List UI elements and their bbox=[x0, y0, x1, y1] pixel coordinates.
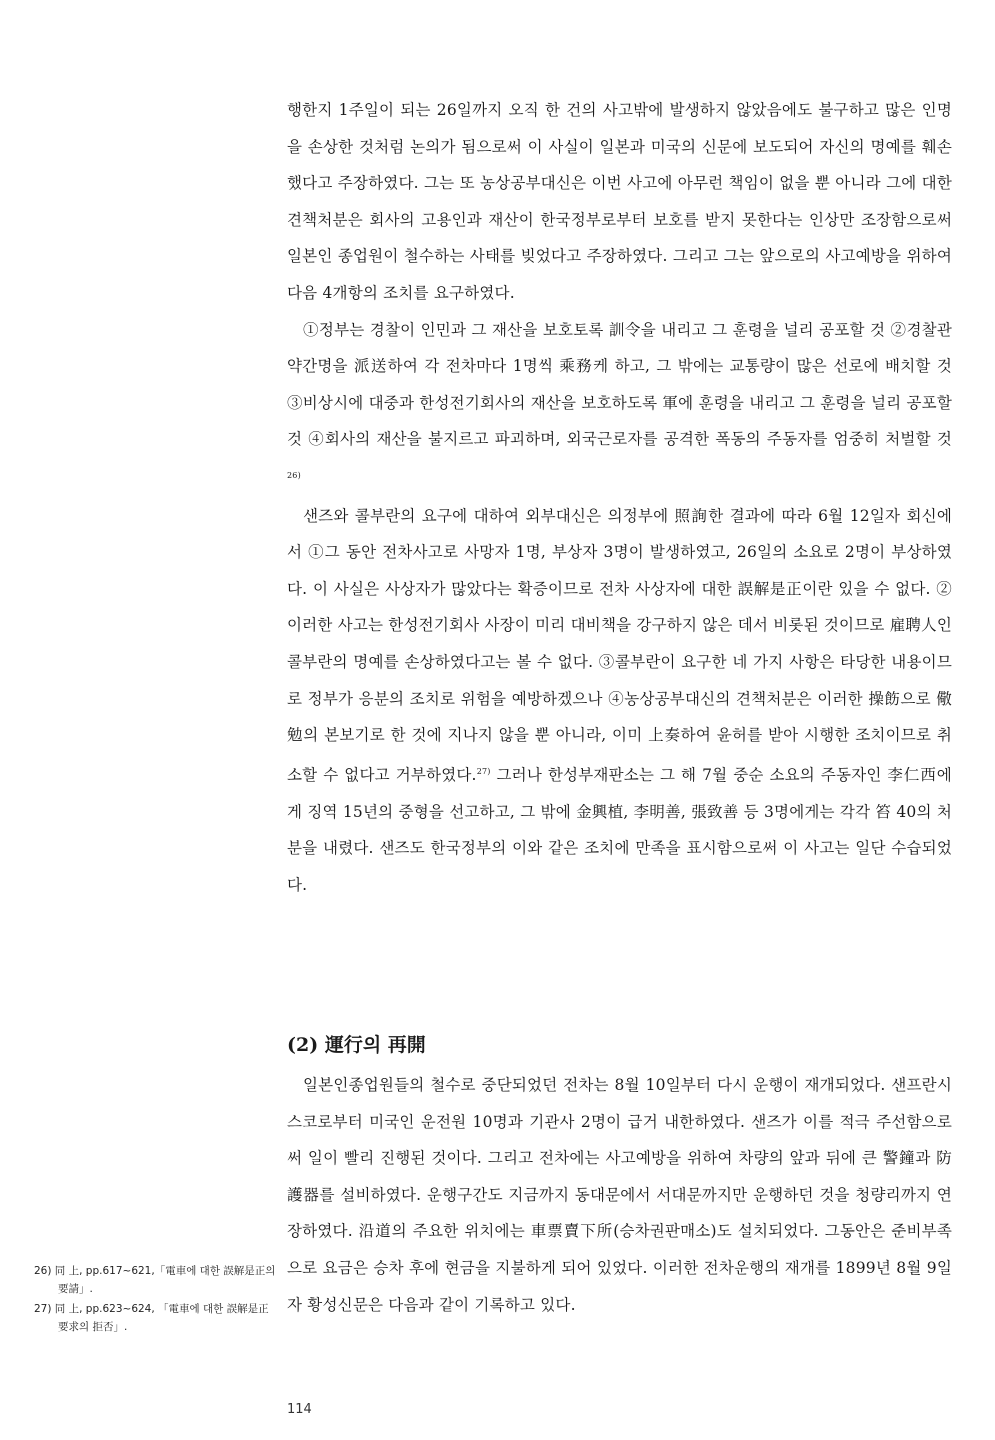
footnote-26: 26) 同 上, pp.617~621,「電車에 대한 誤解是正의 要請」. bbox=[34, 1265, 276, 1295]
paragraph-2-text: ①정부는 경찰이 인민과 그 재산을 보호토록 訓令을 내리고 그 훈령을 널리 공포할 것 ②경찰관 약간명을 派送하여 각 전차마다 1명씩 乘務케 하고, 그 밖에는 교통량이 많은 선로에 배치할 것 ③비상시에 대중과 한성전기회사의 재산을 보호하도록 軍에 훈령을 내리고 그 훈령을 널리 공포할 것 ④회사의 재산을 불지르고 파괴하며, 외국근로자를 공격한 폭동의 주동자를 엄중히 처벌할 것 bbox=[287, 320, 952, 449]
page-number: 114 bbox=[287, 1402, 312, 1417]
footnote-27: 27) 同 上, pp.623~624, 「電車에 대한 誤解是正要求의 拒否」. bbox=[34, 1303, 269, 1333]
footnote-ref-27: 27) bbox=[476, 766, 491, 776]
paragraph-1: 행한지 1주일이 되는 26일까지 오직 한 건의 사고밖에 발생하지 않았음에도 불구하고 많은 인명을 손상한 것처럼 논의가 됨으로써 이 사실이 일본과 미국의 신문에 보도되어 자신의 명예를 훼손했다고 주장하였다. 그는 또 농상공부대신은 이번 사고에 아무런 책임이 없을 뿐 아니라 그에 대한 견책처분은 회사의 고용인과 재산이 한국정부로부터 보호를 받지 못한다는 인상만 조장함으로써 일본인 종업원이 철수하는 사태를 빚었다고 주장하였다. 그리고 그는 앞으로의 사고예방을 위하여 다음 4개항의 조치를 요구하였다. bbox=[287, 101, 952, 302]
section-body bbox=[287, 1067, 952, 1323]
paragraph-3 bbox=[287, 498, 952, 904]
section-paragraph: 일본인종업원들의 철수로 중단되었던 전차는 8월 10일부터 다시 운행이 재개되었다. 샌프란시스코로부터 미국인 운전원 10명과 기관사 2명이 급거 내한하였다. 샌즈가 이를 적극 주선함으로써 일이 빨리 진행된 것이다. 그리고 전차에는 사고예방을 위하여 차량의 앞과 뒤에 큰 警鐘과 防護器를 설비하였다. 운행구간도 지금까지 동대문에서 서대문까지만 운행하던 것을 청량리까지 연장하였다. 沿道의 주요한 위치에는 車票賣下所(승차권판매소)도 설치되었다. 그동안은 준비부족으로 요금은 승차 후에 현금을 지불하게 되어 있었다. 이러한 전차운행의 재개를 1899년 8월 9일자 황성신문은 다음과 같이 기록하고 있다. bbox=[287, 1076, 952, 1314]
paragraph-3-text-a: 샌즈와 콜부란의 요구에 대하여 외부대신은 의정부에 照詢한 결과에 따라 6월 12일자 회신에서 ①그 동안 전차사고로 사망자 1명, 부상자 3명이 발생하였고, 26일의 소요로 2명이 부상하였다. 이 사실은 사상자가 많았다는 확증이므로 전차 사상자에 대한 誤解是正이란 있을 수 없다. ②이러한 사고는 한성전기회사 사장이 미리 대비책을 강구하지 않은 데서 비롯된 것이므로 雇聘人인 콜부란의 명예를 손상하였다고는 볼 수 없다. ③콜부란이 요구한 네 가지 사항은 타당한 내용이므로 정부가 응분의 조치로 위험을 예방하겠으나 ④농상공부대신의 견책처분은 이러한 操飭으로 儆勉의 본보기로 한 것에 지나지 않을 뿐 아니라, 이미 上奏하여 윤허를 받아 시행한 조치이므로 취소할 수 없다고 거부하였다. bbox=[287, 506, 952, 784]
footnotes bbox=[34, 1262, 279, 1338]
paragraph-2 bbox=[287, 312, 952, 498]
section-heading: (2) 運行의 再開 bbox=[287, 1034, 426, 1056]
paragraph-3-text-b: 그러나 한성부재판소는 그 해 7월 중순 소요의 주동자인 李仁西에게 징역 15년의 중형을 선고하고, 그 밖에 金興植, 李明善, 張致善 등 3명에게는 각각 笞 40의 처분을 내렸다. 샌즈도 한국정부의 이와 같은 조치에 만족을 표시함으로써 이 사고는 일단 수습되었다. bbox=[287, 766, 952, 894]
footnote-ref-26: 26) bbox=[287, 470, 301, 480]
main-text bbox=[287, 92, 952, 903]
